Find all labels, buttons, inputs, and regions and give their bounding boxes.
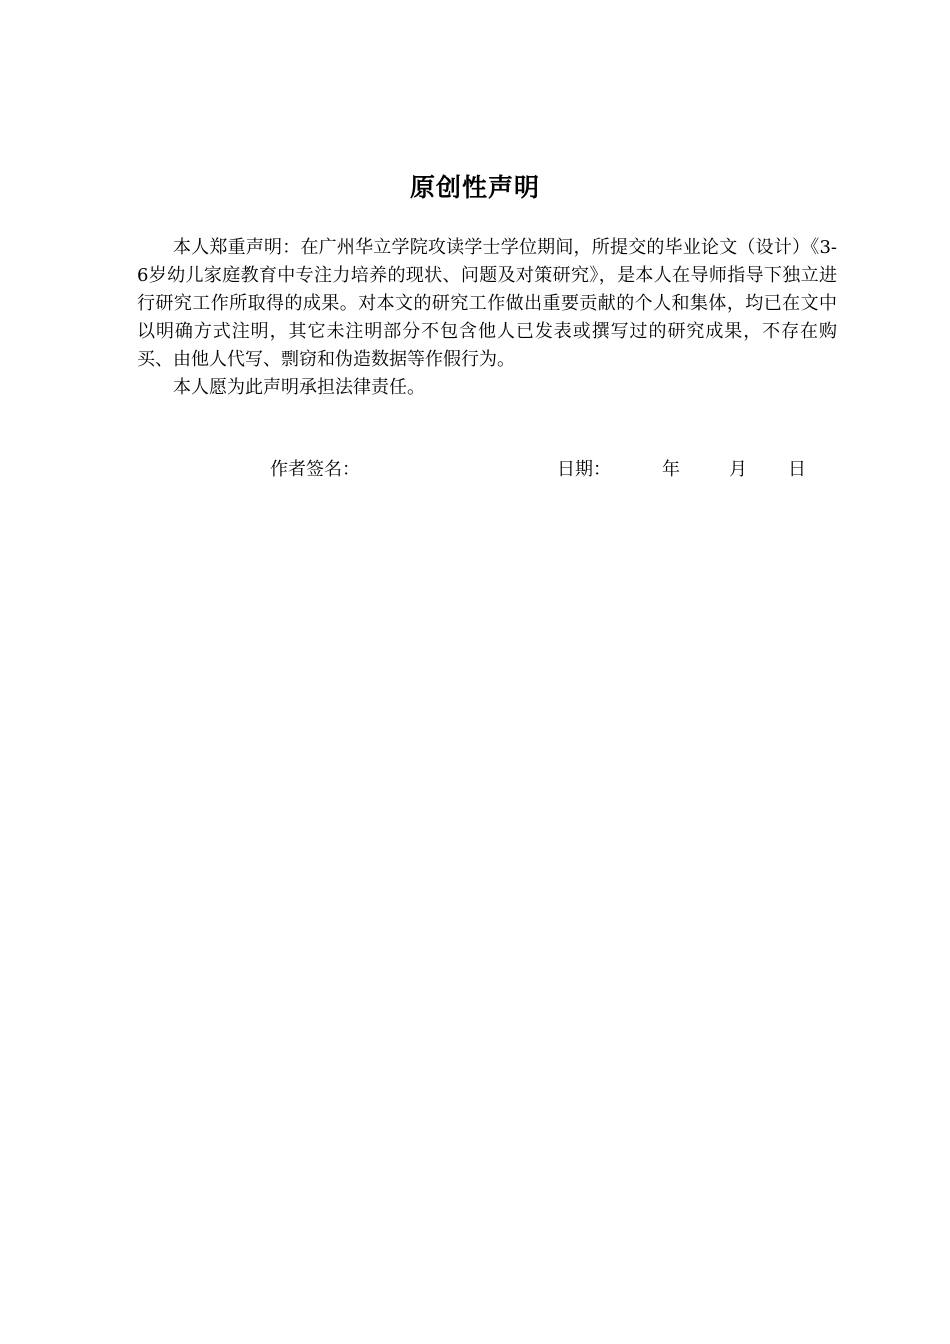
declaration-body — [137, 234, 837, 402]
date-label: 日期： — [557, 459, 611, 480]
month-label: 月 — [729, 459, 747, 480]
signature-row — [0, 456, 950, 484]
document-title: 原创性声明 — [409, 173, 540, 202]
responsibility-paragraph: 本人愿为此声明承担法律责任。 — [173, 377, 425, 398]
year-label: 年 — [662, 459, 680, 480]
day-label: 日 — [788, 459, 806, 480]
declaration-paragraph: 本人郑重声明：在广州华立学院攻读学士学位期间，所提交的毕业论文（设计）《3-6岁幼儿家庭教育中专注力培养的现状、问题及对策研究》，是本人在导师指导下独立进行研究工作所取得的成果。对本文的研究工作做出重要贡献的个人和集体，均已在文中以明确方式注明，其它未注明部分不包含他人已发表或撰写过的研究成果，不存在购买、由他人代写、剽窃和伪造数据等作假行为。 — [137, 237, 837, 370]
author-signature-label: 作者签名： — [270, 459, 360, 480]
